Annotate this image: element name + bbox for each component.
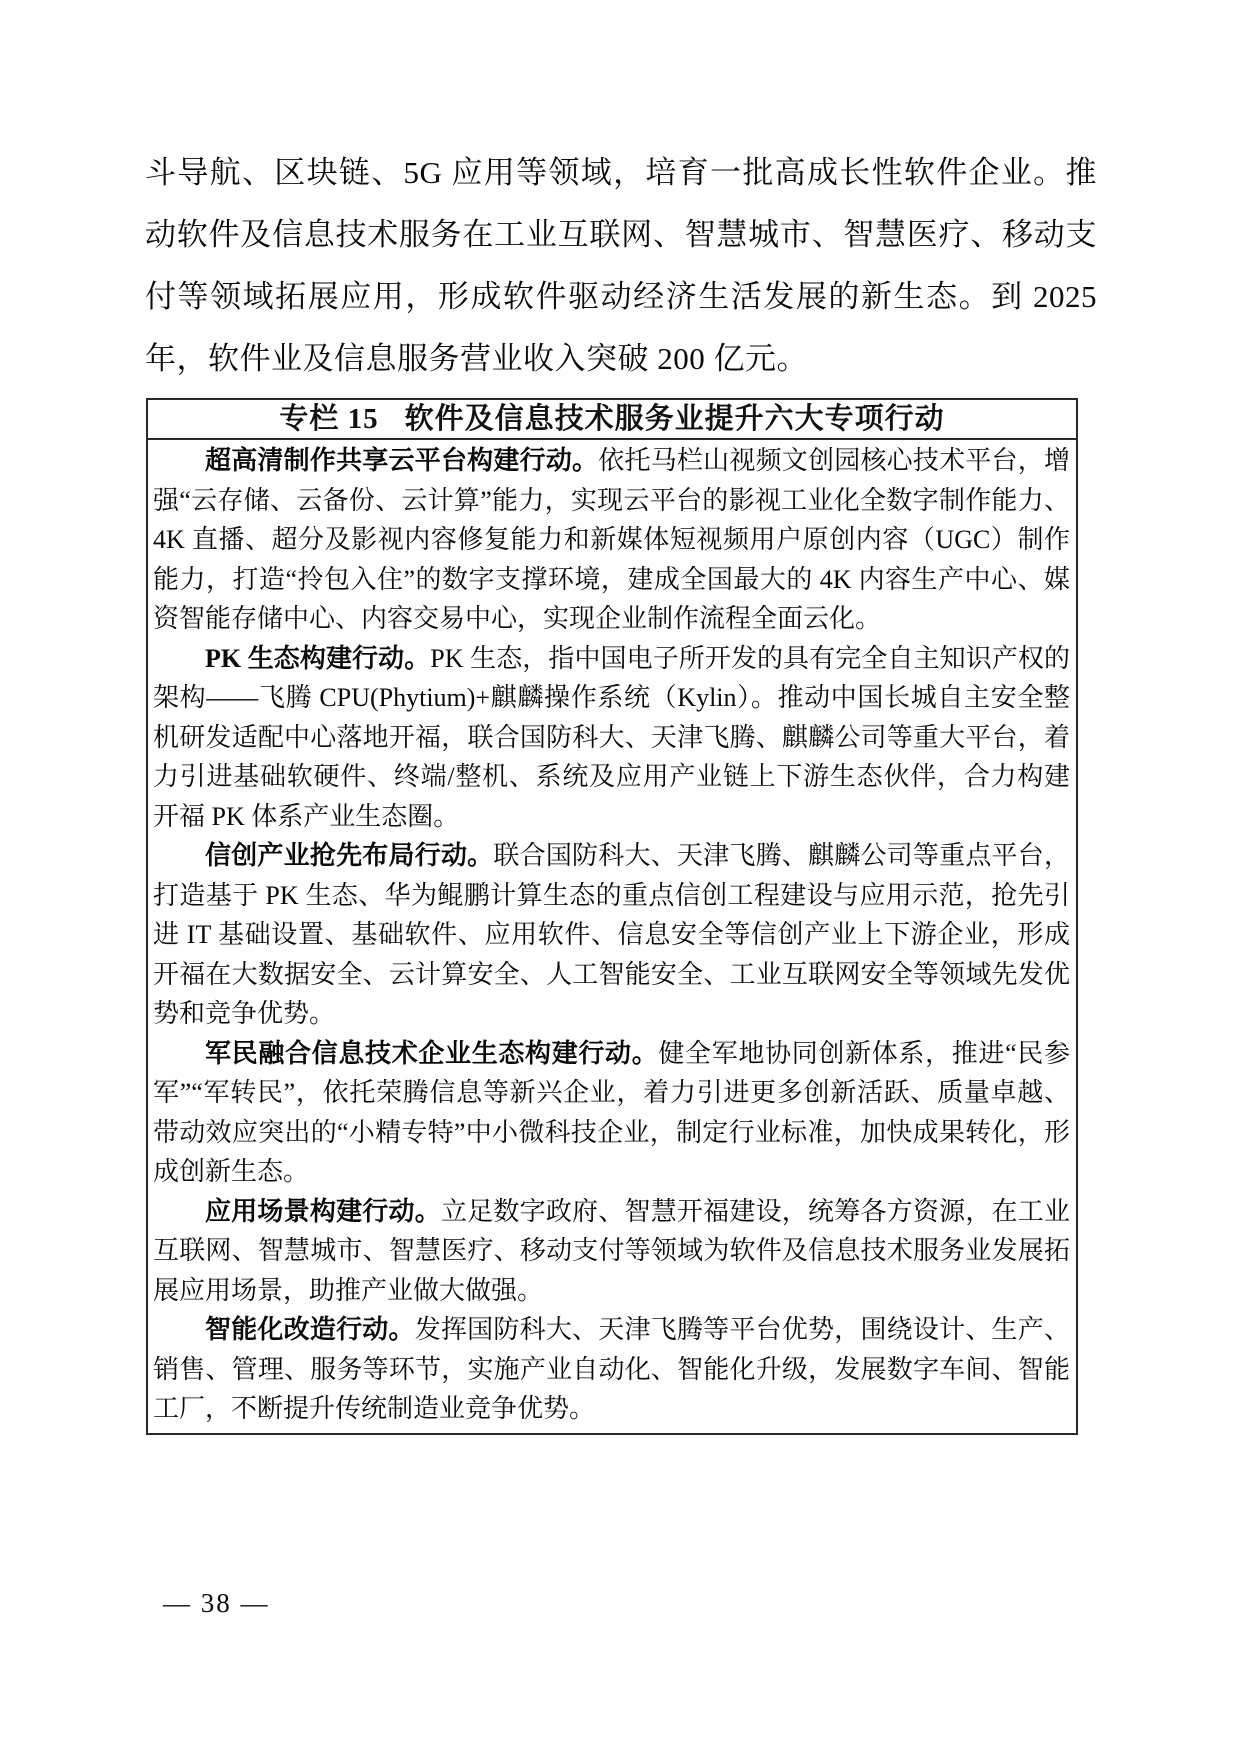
paragraph-lead: 信创产业抢先布局行动。	[205, 841, 494, 870]
paragraph-lead: 智能化改造行动。	[205, 1315, 415, 1344]
box-paragraph	[153, 1310, 1070, 1429]
paragraph-text: 立足数字政府、智慧开福建设，统筹各方资源，在工业互联网、智慧城市、智慧医疗、移动支付等领域为软件及信息技术服务业发展拓展应用场景，助推产业做大做强。	[153, 1196, 1070, 1305]
page-number: — 38 —	[163, 1588, 270, 1618]
paragraph-text: 依托马栏山视频文创园核心技术平台，增强“云存储、云备份、云计算”能力，实现云平台的影视工业化全数字制作能力、4K 直播、超分及影视内容修复能力和新媒体短视频用户原创内容（UGC）制作能力，打造“拎包入住”的数字支撑环境，建成全国最大的 4K 内容生产中心、媒资智能存储中心、内容交易中心，实现企业制作流程全面云化。	[153, 446, 1070, 633]
box-body	[148, 440, 1076, 1433]
box-title-text: 软件及信息技术服务业提升六大专项行动	[404, 403, 945, 435]
paragraph-lead: 超高清制作共享云平台构建行动。	[205, 446, 599, 475]
box-title-label: 专栏 15	[279, 403, 379, 435]
paragraph-text: 联合国防科大、天津飞腾、麒麟公司等重点平台，打造基于 PK 生态、华为鲲鹏计算生态的重点信创工程建设与应用示范，抢先引进 IT 基础设置、基础软件、应用软件、信息安全等信创产业上下游企业，形成开福在大数据安全、云计算安全、人工智能安全、工业互联网安全等领域先发优势和竞争优势。	[153, 841, 1070, 1028]
paragraph-text: 发挥国防科大、天津飞腾等平台优势，围绕设计、生产、销售、管理、服务等环节，实施产业自动化、智能化升级，发展数字车间、智能工厂，不断提升传统制造业竞争优势。	[153, 1315, 1070, 1423]
box-paragraph	[153, 836, 1070, 1034]
box-title	[148, 400, 1076, 440]
box-paragraph	[153, 639, 1070, 837]
box-paragraph	[153, 1192, 1070, 1311]
box-paragraph	[153, 1034, 1070, 1192]
feature-box	[146, 398, 1078, 1435]
box-paragraph	[153, 441, 1070, 639]
body-paragraph: 斗导航、区块链、5G 应用等领域，培育一批高成长性软件企业。推动软件及信息技术服务在工业互联网、智慧城市、智慧医疗、移动支付等领域拓展应用，形成软件驱动经济生活发展的新生态。到 2025 年，软件业及信息服务营业收入突破 200 亿元。	[145, 155, 1097, 376]
paragraph-text: PK 生态，指中国电子所开发的具有完全自主知识产权的架构——飞腾 CPU(Phytium)+麒麟操作系统（Kylin）。推动中国长城自主安全整机研发适配中心落地开福，联合国防科大、天津飞腾、麒麟公司等重大平台，着力引进基础软硬件、终端/整机、系统及应用产业链上下游生态伙伴，合力构建开福 PK 体系产业生态圈。	[153, 643, 1070, 831]
paragraph-lead: 军民融合信息技术企业生态构建行动。	[205, 1038, 659, 1068]
paragraph-text: 健全军地协同创新体系，推进“民参军”“军转民”，依托荣腾信息等新兴企业，着力引进更多创新活跃、质量卓越、带动效应突出的“小精专特”中小微科技企业，制定行业标准，加快成果转化，形成创新生态。	[153, 1038, 1070, 1186]
paragraph-lead: PK 生态构建行动。	[205, 643, 431, 673]
paragraph-lead: 应用场景构建行动。	[205, 1196, 441, 1226]
